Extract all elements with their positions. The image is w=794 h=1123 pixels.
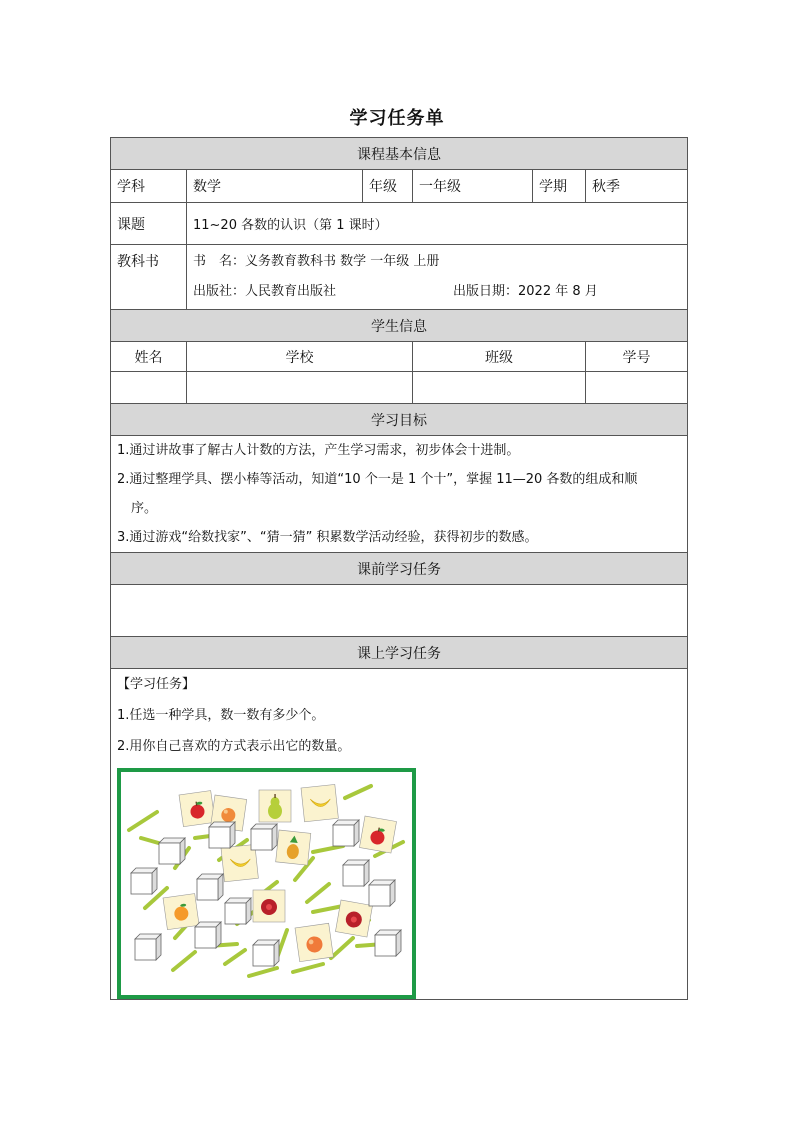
section-objectives: 学习目标 <box>111 404 688 436</box>
section-course-info: 课程基本信息 <box>111 138 688 170</box>
student-class-header: 班级 <box>413 342 586 372</box>
term-value: 秋季 <box>586 170 688 203</box>
objective-item: 2.通过整理学具、摆小棒等活动，知道“10 个一是 1 个十”，掌握 11—20 各数的组成和顺 <box>117 472 638 487</box>
section-course-info-row <box>111 138 688 170</box>
in-class-content <box>111 669 688 1000</box>
textbook-row <box>111 245 688 310</box>
publisher: 出版社：人民教育出版社 <box>193 284 337 299</box>
publication-date: 出版日期：2022 年 8 月 <box>453 284 598 299</box>
pre-class-content[interactable] <box>111 585 688 637</box>
objectives-content <box>111 436 688 553</box>
course-basic-row <box>111 170 688 203</box>
objective-item: 1.通过讲故事了解古人计数的方法，产生学习需求，初步体会十进制。 <box>117 443 520 458</box>
topic-label: 课题 <box>111 203 187 245</box>
objective-item-continued: 序。 <box>131 501 158 516</box>
section-objectives-row <box>111 404 688 436</box>
in-class-row <box>111 669 688 1000</box>
section-student-info: 学生信息 <box>111 310 688 342</box>
student-school-cell[interactable] <box>187 372 413 404</box>
student-entry-row <box>111 372 688 404</box>
task-item: 2.用你自己喜欢的方式表示出它的数量。 <box>117 739 351 754</box>
student-id-cell[interactable] <box>586 372 688 404</box>
task-heading: 【学习任务】 <box>117 677 196 692</box>
section-pre-class: 课前学习任务 <box>111 553 688 585</box>
textbook-info <box>187 245 688 310</box>
grade-label: 年级 <box>363 170 413 203</box>
student-id-header: 学号 <box>586 342 688 372</box>
student-name-header: 姓名 <box>111 342 187 372</box>
book-name: 书 名：义务教育教科书 数学 一年级 上册 <box>193 254 440 269</box>
page-title: 学习任务单 <box>349 108 445 129</box>
task-item: 1.任选一种学具，数一数有多少个。 <box>117 708 325 723</box>
objectives-row <box>111 436 688 553</box>
learning-tools-illustration <box>117 768 416 999</box>
section-student-info-row <box>111 310 688 342</box>
topic-row <box>111 203 688 245</box>
student-header-row <box>111 342 688 372</box>
term-label: 学期 <box>533 170 586 203</box>
textbook-label: 教科书 <box>111 245 187 310</box>
student-school-header: 学校 <box>187 342 413 372</box>
section-pre-class-row <box>111 553 688 585</box>
task-sheet-table <box>110 137 688 1000</box>
subject-label: 学科 <box>111 170 187 203</box>
student-class-cell[interactable] <box>413 372 586 404</box>
subject-value: 数学 <box>187 170 363 203</box>
topic-value: 11~20 各数的认识（第 1 课时） <box>187 203 688 245</box>
pre-class-row <box>111 585 688 637</box>
section-in-class: 课上学习任务 <box>111 637 688 669</box>
section-in-class-row <box>111 637 688 669</box>
publisher-line <box>193 277 681 307</box>
objective-item: 3.通过游戏“给数找家”、“猜一猜” 积累数学活动经验，获得初步的数感。 <box>117 530 538 545</box>
student-name-cell[interactable] <box>111 372 187 404</box>
grade-value: 一年级 <box>413 170 533 203</box>
